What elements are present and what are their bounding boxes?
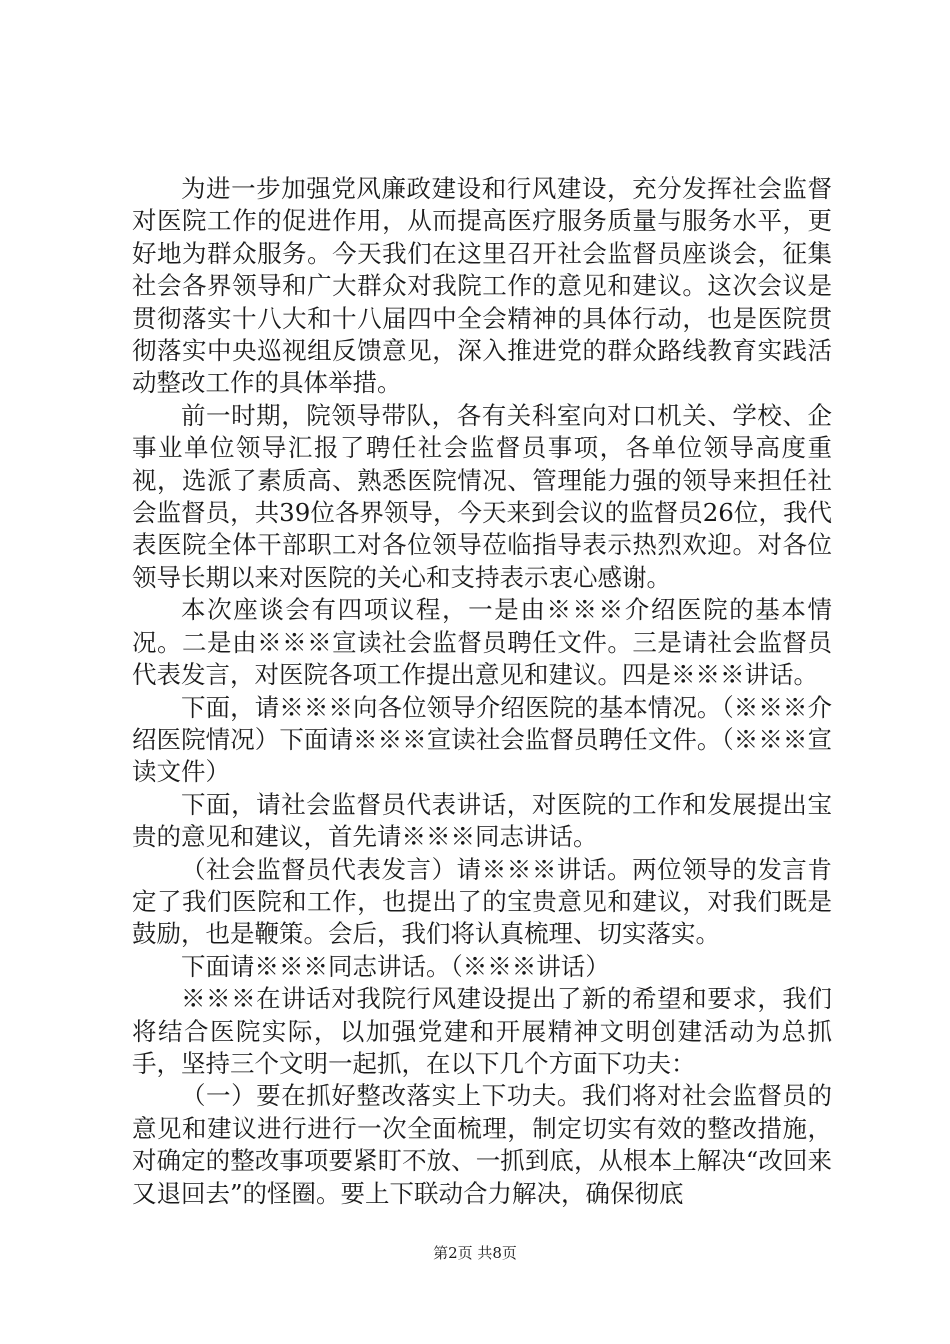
paragraph-6: （社会监督员代表发言）请※※※讲话。两位领导的发言肯定了我们医院和工作，也提出了的宝贵意见和建议，对我们既是鼓励，也是鞭策。会后，我们将认真梳理、切实落实。 xyxy=(132,854,832,949)
page-number-label: 第2页 共8页 xyxy=(433,1244,517,1262)
paragraph-7: 下面请※※※同志讲话。（※※※讲话） xyxy=(181,951,610,981)
paragraph-9: （一）要在抓好整改落实上下功夫。我们将对社会监督员的意见和建议进行进行一次全面梳理，制定切实有效的整改措施，对确定的整改事项要紧盯不放、一抓到底，从根本上解决“改回来又退回去”的怪圈。要上下联动合力解决，确保彻底 xyxy=(132,1081,832,1208)
document-body xyxy=(132,173,832,1210)
paragraph-4: 下面，请※※※向各位领导介绍医院的基本情况。（※※※介绍医院情况）下面请※※※宣读社会监督员聘任文件。（※※※宣读文件） xyxy=(132,692,832,787)
page-footer xyxy=(0,1242,950,1263)
paragraph-5: 下面，请社会监督员代表讲话，对医院的工作和发展提出宝贵的意见和建议，首先请※※※同志讲话。 xyxy=(132,789,832,852)
paragraph-2: 前一时期，院领导带队，各有关科室向对口机关、学校、企事业单位领导汇报了聘任社会监督员事项，各单位领导高度重视，选派了素质高、熟悉医院情况、管理能力强的领导来担任社会监督员，共39位各界领导，今天来到会议的监督员26位，我代表医院全体干部职工对各位领导莅临指导表示热烈欢迎。对各位领导长期以来对医院的关心和支持表示衷心感谢。 xyxy=(132,400,832,592)
paragraph-8: ※※※在讲话对我院行风建设提出了新的希望和要求，我们将结合医院实际，以加强党建和开展精神文明创建活动为总抓手，坚持三个文明一起抓，在以下几个方面下功夫： xyxy=(132,984,832,1078)
paragraph-3: 本次座谈会有四项议程，一是由※※※介绍医院的基本情况。二是由※※※宣读社会监督员聘任文件。三是请社会监督员代表发言，对医院各项工作提出意见和建议。四是※※※讲话。 xyxy=(132,595,832,690)
paragraph-1: 为进一步加强党风廉政建设和行风建设，充分发挥社会监督对医院工作的促进作用，从而提高医疗服务质量与服务水平，更好地为群众服务。今天我们在这里召开社会监督员座谈会，征集社会各界领导和广大群众对我院工作的意见和建议。这次会议是贯彻落实十八大和十八届四中全会精神的具体行动，也是医院贯彻落实中央巡视组反馈意见，深入推进党的群众路线教育实践活动整改工作的具体举措。 xyxy=(132,174,832,398)
